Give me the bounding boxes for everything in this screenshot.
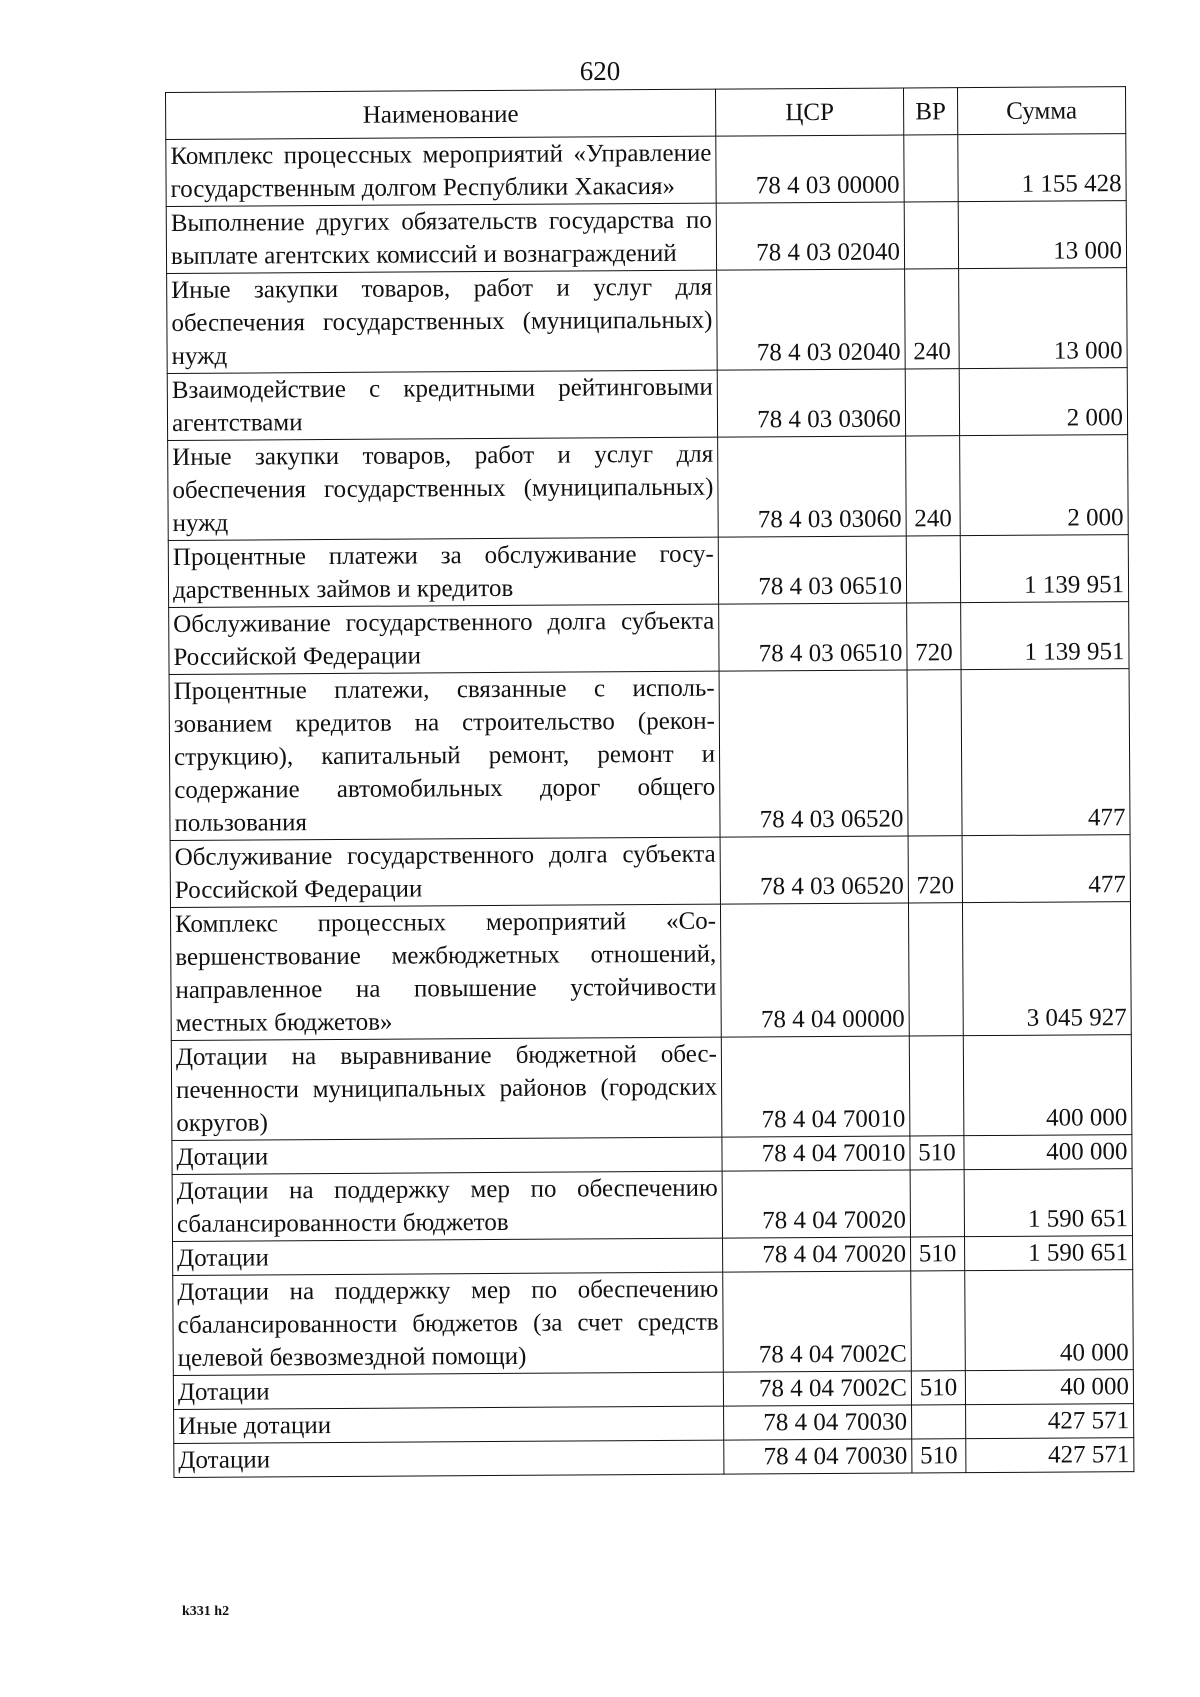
row-vr-cell [906, 536, 960, 603]
row-sum-cell: 1 590 651 [965, 1236, 1133, 1271]
row-vr-cell: 240 [905, 269, 960, 369]
table-row [166, 201, 1126, 274]
row-csr-cell: 78 4 04 70020 [723, 1237, 911, 1272]
row-vr-cell [911, 1271, 966, 1371]
row-sum-cell: 400 000 [964, 1135, 1132, 1170]
row-vr-cell: 720 [907, 603, 961, 670]
table-row [170, 902, 1131, 1041]
row-vr-cell: 510 [911, 1237, 965, 1271]
row-sum-cell: 2 000 [960, 435, 1129, 536]
table-row [166, 134, 1126, 207]
budget-table [165, 86, 1134, 1478]
row-name-cell: Взаимодействие с кредитными рейтинговыми агентствами [167, 370, 717, 440]
row-sum-cell: 427 571 [966, 1438, 1134, 1473]
table-row [169, 602, 1129, 675]
table-row [168, 535, 1128, 608]
row-csr-cell: 78 4 04 7002С [723, 1371, 911, 1406]
row-csr-cell: 78 4 03 06520 [719, 670, 908, 837]
row-csr-cell: 78 4 03 02040 [717, 269, 906, 370]
row-csr-cell: 78 4 04 7002С [723, 1271, 912, 1372]
row-vr-cell [904, 135, 958, 202]
row-vr-cell [912, 1405, 966, 1439]
header-csr: ЦСР [715, 88, 903, 136]
table-row [167, 268, 1128, 374]
row-vr-cell: 510 [911, 1371, 965, 1405]
row-csr-cell: 78 4 04 70030 [724, 1439, 912, 1474]
row-sum-cell: 40 000 [965, 1270, 1134, 1371]
row-vr-cell: 720 [908, 836, 962, 903]
row-name-cell: Иные дотации [174, 1406, 724, 1443]
row-vr-cell [907, 670, 962, 836]
header-vr: ВР [903, 88, 957, 135]
header-sum: Сумма [957, 87, 1125, 135]
table-row [171, 1035, 1132, 1141]
row-name-cell: Обслуживание государственного долга субъекта Российской Федерации [169, 604, 719, 674]
row-sum-cell: 1 155 428 [958, 134, 1126, 202]
row-csr-cell: 78 4 04 70010 [721, 1036, 910, 1137]
row-sum-cell: 2 000 [959, 368, 1127, 436]
row-vr-cell: 240 [906, 436, 961, 536]
row-sum-cell: 477 [961, 669, 1130, 836]
page-number: 620 [579, 56, 621, 86]
row-csr-cell: 78 4 04 70030 [724, 1405, 912, 1440]
row-sum-cell: 1 139 951 [960, 535, 1128, 603]
row-name-cell: Иные закупки товаров, работ и услуг для обеспечения государственных (муниципальных) нужд [167, 270, 718, 373]
row-csr-cell: 78 4 03 03060 [717, 369, 905, 437]
row-name-cell: Дотации на поддержку мер по обеспечению сбалансированности бюджетов (за счет средств целевой безвозмездной помощи) [173, 1272, 724, 1375]
row-csr-cell: 78 4 03 00000 [716, 135, 904, 203]
row-vr-cell: 510 [912, 1439, 966, 1473]
row-vr-cell [909, 1036, 964, 1136]
table-row [174, 1438, 1134, 1478]
row-sum-cell: 400 000 [963, 1035, 1132, 1136]
row-vr-cell [905, 369, 959, 436]
row-sum-cell: 1 590 651 [964, 1169, 1132, 1237]
table-row [172, 1169, 1132, 1242]
row-name-cell: Комплекс процессных мероприятий «Совершенствование межбюджетных отношений, направленное на повышение устойчивости местных бюджетов» [170, 904, 721, 1040]
row-name-cell: Комплекс процессных мероприятий «Управление государственным долгом Республики Хакасия» [166, 136, 716, 206]
table-row [167, 368, 1127, 441]
row-name-cell: Дотации [173, 1238, 723, 1275]
row-csr-cell: 78 4 04 00000 [720, 903, 909, 1037]
row-csr-cell: 78 4 04 70020 [722, 1170, 910, 1238]
table-row [168, 435, 1129, 541]
row-name-cell: Дотации [174, 1440, 724, 1477]
row-sum-cell: 427 571 [966, 1404, 1134, 1439]
row-csr-cell: 78 4 03 06520 [720, 836, 908, 904]
row-sum-cell: 13 000 [959, 268, 1128, 369]
row-name-cell: Процентные платежи, связанные с использованием кредитов на строительство (реконструкцию), капитальный ремонт, ремонт и содержание автомобильных дорог общего пользования [169, 671, 720, 840]
header-name: Наименование [166, 89, 716, 139]
table-row [173, 1270, 1134, 1376]
row-sum-cell: 3 045 927 [962, 902, 1131, 1036]
row-name-cell: Дотации [172, 1137, 722, 1174]
header-row [166, 87, 1126, 140]
row-vr-cell: 510 [910, 1136, 964, 1170]
row-vr-cell [908, 903, 963, 1036]
table-row [172, 1135, 1132, 1175]
row-name-cell: Процентные платежи за обслуживание государственных займов и кредитов [168, 537, 718, 607]
row-name-cell: Дотации на поддержку мер по обеспечению сбалансированности бюджетов [172, 1171, 722, 1241]
row-sum-cell: 477 [962, 835, 1130, 903]
footer-code: k331 h2 [182, 1604, 230, 1619]
row-csr-cell: 78 4 03 02040 [716, 202, 904, 270]
row-csr-cell: 78 4 03 06510 [719, 603, 907, 671]
row-vr-cell [910, 1170, 964, 1237]
row-name-cell: Обслуживание государственного долга субъекта Российской Федерации [170, 837, 720, 907]
row-name-cell: Выполнение других обязательств государства по выплате агентских комиссий и вознаграждений [166, 203, 716, 273]
row-name-cell: Дотации [173, 1372, 723, 1409]
row-sum-cell: 13 000 [958, 201, 1126, 269]
row-csr-cell: 78 4 03 06510 [718, 536, 906, 604]
table-row [170, 835, 1130, 908]
row-sum-cell: 1 139 951 [961, 602, 1129, 670]
table-row [173, 1236, 1133, 1276]
row-csr-cell: 78 4 04 70010 [722, 1136, 910, 1171]
row-name-cell: Иные закупки товаров, работ и услуг для обеспечения государственных (муниципальных) нужд [168, 437, 719, 540]
row-sum-cell: 40 000 [965, 1370, 1133, 1405]
row-csr-cell: 78 4 03 03060 [718, 436, 907, 537]
row-name-cell: Дотации на выравнивание бюджетной обеспеченности муниципальных районов (городских округов) [171, 1037, 722, 1140]
row-vr-cell [904, 202, 958, 269]
table-row [169, 669, 1130, 841]
